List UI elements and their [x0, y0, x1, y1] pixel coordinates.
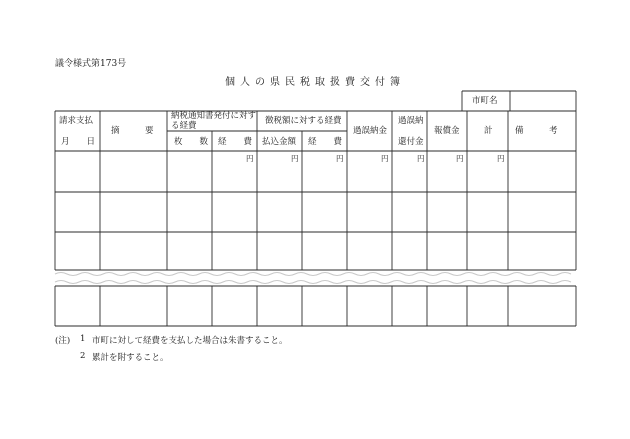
yen-unit: 円 [336, 154, 344, 163]
note-number: 1 [80, 334, 86, 344]
header-request-payment-date: 月 日 [61, 137, 96, 147]
table-break-wave [55, 273, 571, 284]
header-overpayment-refund: 過誤納金 [353, 126, 388, 136]
document-title: 個人の県民税取扱費交付簿 [225, 77, 405, 88]
note-prefix: (注) [55, 336, 71, 346]
header-notice-expense: 経 費 [218, 137, 253, 147]
header-summary: 摘 要 [111, 126, 154, 136]
yen-unit: 円 [246, 154, 254, 163]
yen-unit: 円 [456, 154, 464, 163]
note-number: 2 [80, 351, 86, 361]
note-text: 市町に対して経費を支払した場合は朱書すること。 [92, 336, 288, 346]
header-overpayment-return: 過誤納 [398, 116, 424, 126]
yen-unit: 円 [291, 154, 299, 163]
yen-unit: 円 [497, 154, 505, 163]
yen-unit: 円 [381, 154, 389, 163]
header-sheets: 枚 数 [174, 137, 209, 147]
yen-unit: 円 [417, 154, 425, 163]
header-collected-expense: 経 費 [308, 137, 343, 147]
header-collected-group: 徴税額に対する経費 [265, 116, 342, 126]
header-request-payment: 請求支払 [59, 116, 94, 126]
header-paid-in-amount: 払込金額 [262, 137, 297, 147]
municipality-label: 市町名 [472, 96, 498, 106]
form-number: 議令様式第173号 [55, 59, 127, 69]
header-tax-notice-group: 納税通知書発付に対す [171, 111, 257, 121]
header-tax-notice-group-2: る経費 [171, 121, 197, 131]
header-overpayment-return-2: 還付金 [398, 137, 424, 147]
header-remarks: 備 考 [515, 126, 558, 136]
header-total: 計 [484, 126, 493, 136]
note-text: 累計を附すること。 [92, 353, 169, 363]
header-compensation: 報償金 [434, 126, 460, 136]
